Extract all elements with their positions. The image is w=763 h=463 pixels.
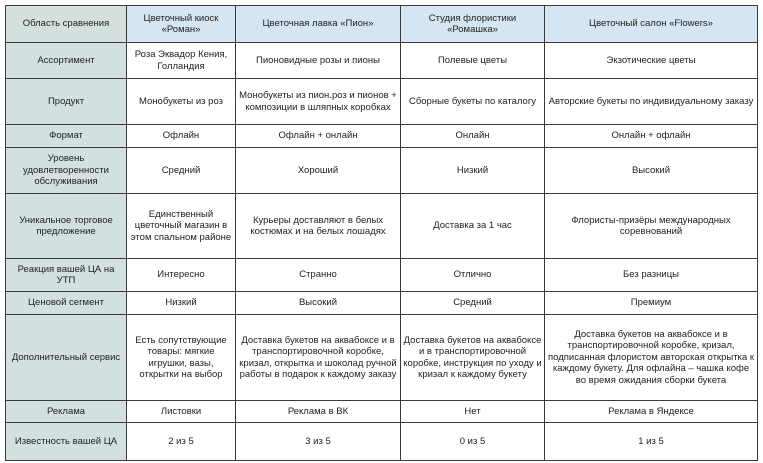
table-row (6, 423, 758, 461)
table-cell: Низкий (127, 292, 236, 315)
table-row (6, 292, 758, 315)
header-cell: Цветочный киоск «Роман» (127, 6, 236, 43)
table-cell: Единственный цветочный магазин в этом спальном районе (127, 194, 236, 259)
row-label: Реакция вашей ЦА на УТП (6, 259, 127, 292)
table-cell: Средний (127, 148, 236, 194)
table-row (6, 125, 758, 148)
table-row (6, 194, 758, 259)
table-cell: Сборные букеты по каталогу (401, 79, 545, 125)
row-label: Реклама (6, 401, 127, 423)
table-cell: Офлайн + онлайн (236, 125, 401, 148)
table-cell: Авторские букеты по индивидуальному заказу (545, 79, 758, 125)
table-cell: Онлайн (401, 125, 545, 148)
table-cell: Экзотические цветы (545, 43, 758, 79)
table-row (6, 148, 758, 194)
table-cell: Доставка за 1 час (401, 194, 545, 259)
table-cell: Флористы-призёры международных соревнований (545, 194, 758, 259)
header-cell: Цветочный салон «Flowers» (545, 6, 758, 43)
table-cell: Доставка букетов на аквабоксе и в транспортировочной коробке, инструкция по уходу и кризал к каждому букету (401, 315, 545, 401)
table-row (6, 315, 758, 401)
table-cell: Премиум (545, 292, 758, 315)
table-cell: 2 из 5 (127, 423, 236, 461)
table-cell: Офлайн (127, 125, 236, 148)
row-label: Продукт (6, 79, 127, 125)
table-cell: Отлично (401, 259, 545, 292)
row-label: Ценовой сегмент (6, 292, 127, 315)
table-cell: Без разницы (545, 259, 758, 292)
table-cell: Хороший (236, 148, 401, 194)
table-cell: Доставка букетов на аквабоксе и в транспортировочной коробке, кризал, подписанная флористом авторская открытка к каждому букету. Для офлайна – чашка кофе во время ожидания сборки букета (545, 315, 758, 401)
table-cell: Курьеры доставляют в белых костюмах и на белых лошадях (236, 194, 401, 259)
table-cell: Средний (401, 292, 545, 315)
table-row (6, 79, 758, 125)
table-cell: 0 из 5 (401, 423, 545, 461)
table-cell: Реклама в ВК (236, 401, 401, 423)
table-cell: Низкий (401, 148, 545, 194)
table-cell: Высокий (545, 148, 758, 194)
table-cell: Доставка букетов на аквабоксе и в транспортировочной коробке, кризал, открытка и шоколад ручной работы в подарок к каждому заказу (236, 315, 401, 401)
header-cell: Цветочная лавка «Пион» (236, 6, 401, 43)
table-cell: Монобукеты из пион.роз и пионов + композиции в шляпных коробках (236, 79, 401, 125)
table-cell: Роза Эквадор Кения, Голландия (127, 43, 236, 79)
table-row (6, 401, 758, 423)
header-cell: Студия флористики «Ромашка» (401, 6, 545, 43)
row-label: Ассортимент (6, 43, 127, 79)
table-cell: Нет (401, 401, 545, 423)
table-cell: 3 из 5 (236, 423, 401, 461)
table-cell: Интересно (127, 259, 236, 292)
table-row (6, 43, 758, 79)
table-cell: Листовки (127, 401, 236, 423)
table-cell: 1 из 5 (545, 423, 758, 461)
row-label: Формат (6, 125, 127, 148)
comparison-table (5, 5, 758, 461)
table-row (6, 259, 758, 292)
row-label: Уровень удовлетворенности обслуживания (6, 148, 127, 194)
table-cell: Онлайн + офлайн (545, 125, 758, 148)
row-label: Дополнительный сервис (6, 315, 127, 401)
row-label: Известность вашей ЦА (6, 423, 127, 461)
table-cell: Монобукеты из роз (127, 79, 236, 125)
table-cell: Пионовидные розы и пионы (236, 43, 401, 79)
row-label: Уникальное торговое предложение (6, 194, 127, 259)
table-cell: Реклама в Яндексе (545, 401, 758, 423)
header-cell: Область сравнения (6, 6, 127, 43)
header-row (6, 6, 758, 43)
table-cell: Полевые цветы (401, 43, 545, 79)
table-cell: Странно (236, 259, 401, 292)
table-cell: Есть сопутствующие товары: мягкие игрушки, вазы, открытки на выбор (127, 315, 236, 401)
table-cell: Высокий (236, 292, 401, 315)
